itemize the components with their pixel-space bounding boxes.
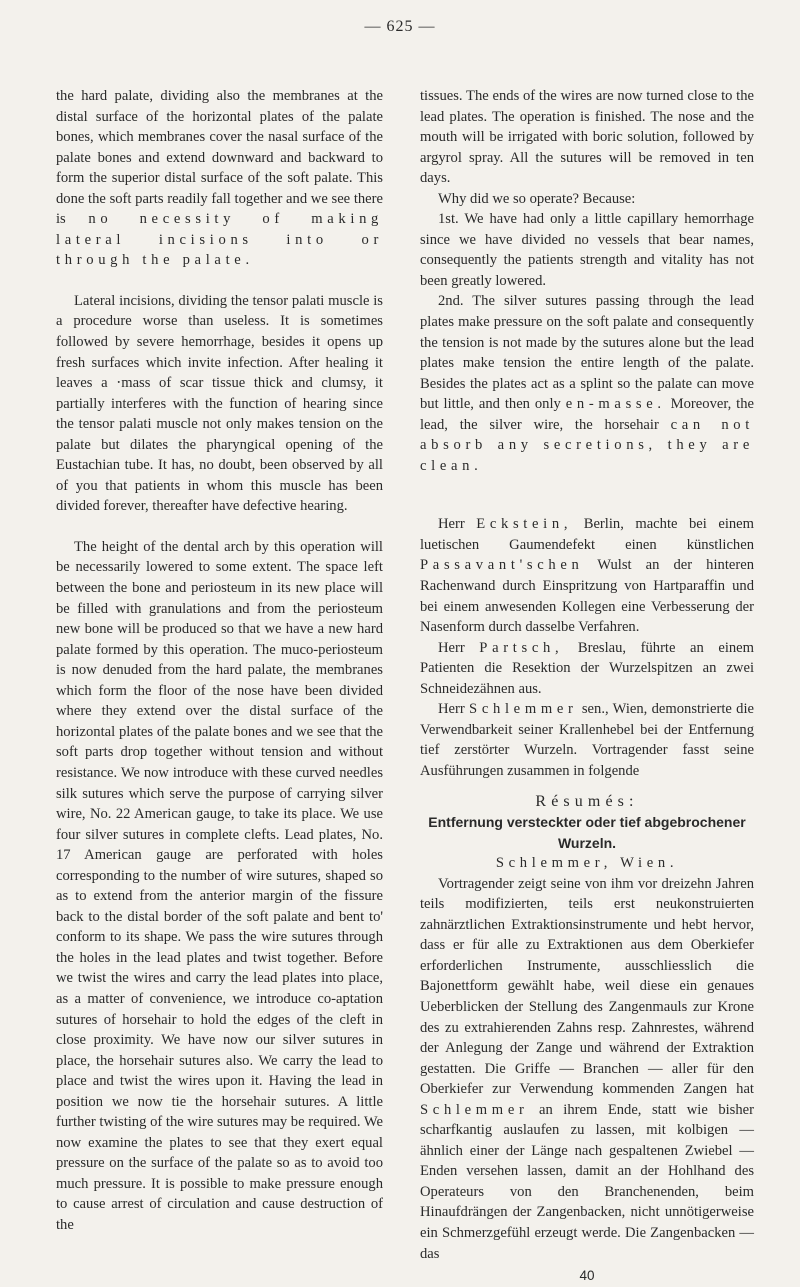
paragraph: The height of the dental arch by this operation will be necessarily lowered to some extent. The space left between the bone and periosteum in its new place will be filled with granulations and from the periosteum new bone will be produced so that we have a new hard palate formed by this operation. The muco-periosteum is now denuded from the hard palate, the membranes which form the floor of the nose have been divided where they extend over the distal surface of the horizontal plates of the palate bones and we see that the soft parts drop together without tension and without resistance. We now introduce with these curved needles silk sutures which serve the purpose of carrying silver wire, No. 22 American gauge, to take its place. We use four silver sutures in complete clefts. Lead plates, No. 17 American gauge are perforated with holes corresponding to the number of wire sutures, shaped so as to extend from the anterior margin of the fissure back to the distal border of the soft palate and bent to' conform to its shape. We pass the wire sutures through the holes in the lead plates and twist together. Before we twist the wires and carry the lead plates into place, as a matter of convenience, we introduce co-aptation sutures of horsehair to hold the edges of the cleft in close proximity. We have now our silver sutures in place, the horsehair sutures also. We carry the lead to place and twist the wires upon it. Having the lead in position we now tie the horsehair sutures. A little further twisting of the wire sutures may be required. We now examine the plates to see that they exert equal pressure on the surface of the palate so as to avoid too much pressure. It is possible to make pressure enough to cause arrest of circulation and cause destruction of the xyxy=(56,538,383,1233)
left-column xyxy=(56,86,383,1236)
section-heading: Entfernung versteckter oder tief abgebrochener Wurzeln. xyxy=(428,814,746,851)
page-number: — 625 — xyxy=(364,18,436,35)
footer-number: 40 xyxy=(579,1268,595,1284)
paragraph: Lateral incisions, dividing the tensor palati muscle is a procedure worse than useless. It is sometimes followed by severe hemorrhage, besides it opens up fresh surfaces which invite infection. After healing it leaves a ⋅mass of scar tissue thick and clumsy, it partially interferes with the function of hearing since the tensor palati muscle not only makes tension on the palate but dilates the pharyngical opening of the Eustachian tube. It has, no doubt, been observed by all of you that patients in whom this muscle has been divided forever, thereafter have defective hearing. xyxy=(56,292,383,515)
paragraph: the hard palate, dividing also the membranes at the distal surface of the horizontal plates of the palate bones, which membranes cover the nasal surface of the palate bones and extend downward and backward to form the superior distal surface of the soft palate. This done the soft parts readily fall together and we see there is no necessity of making lateral incisions into or through the palate. xyxy=(56,88,384,269)
paragraph: Herr Schlemmer sen., Wien, demonstrierte die Verwendbarkeit seiner Krallenhebel bei der Entfernung tief zerstörter Wurzeln. Vortragender fasst seine Ausführungen zusammen in folgende xyxy=(420,701,754,779)
resumes-heading: Résumés: xyxy=(535,792,639,810)
right-column xyxy=(420,86,754,1287)
spaced-emphasis: no necessity of making lateral incisions into or through the palate. xyxy=(56,211,384,269)
paragraph: tissues. The ends of the wires are now turned close to the lead plates. The operation is finished. The nose and the mouth will be irrigated with boric solution, followed by argyrol spray. All the sutures will be removed in ten days. xyxy=(420,88,754,187)
paragraph: 1st. We have had only a little capillary hemorrhage since we have divided no vessels that bear names, consequently the patients strength and vitality has not been greatly lowered. xyxy=(420,211,754,289)
paragraph: Vortragender zeigt seine von ihm vor dreizehn Jahren teils modifizierten, teils erst neukonstruierten zahnärztlichen Extraktionsinstrumente und hebt hervor, dass er für alle zu Extraktionen aus dem Oberkiefer erforderlichen Instrumente, ausschliesslich die Bajonettform gewählt habe, weil diese ein genaues Ueberblicken der Stellung des Zangenmauls zur Krone des zu extrahierenden Zahns resp. Zahnrestes, während der Anlegung der Zange und während der Extraktion gestatten. Die Griffe — Branchen — aller für den Oberkiefer zur Verwendung kommenden Zangen hat Schlemmer an ihrem Ende, statt wie bisher scharfkantig auslaufen zu lassen, mit kolbigen — ähnlich einer der Länge nach gespaltenen Zwiebel — Enden versehen lassen, damit an der Hohlhand des Operateurs von den Branchenenden, beim Hinaufdrängen der Zangenbacken, nicht unnötigerweise ein Schmerzgefühl erzeugt werde. Die Zangenbacken — das xyxy=(420,875,754,1262)
paragraph: 2nd. The silver sutures passing through the lead plates make pressure on the soft palate and consequently the tension is not made by the sutures alone but the lead plates make tension the entire length of the palate. Besides the plates act as a splint so the palate can move but little, and then only en-masse. Moreover, the lead, the silver wire, the horsehair can not absorb any secretions, they are clean. xyxy=(420,293,755,474)
paragraph: Herr Eckstein, Berlin, machte bei einem luetischen Gaumendefekt einen künstlichen Passavant'schen Wulst an der hinteren Rachenwand durch Einspritzung von Hartparaffin und bei einem anwesenden Kollegen eine Verbesserung der Nasenform durch dasselbe Verfahren. xyxy=(420,516,754,636)
paragraph: Herr Partsch, Breslau, führte an einem Patienten die Resektion der Wurzelspitzen an zwei Schneidezähnen aus. xyxy=(420,639,754,697)
author-line: Schlemmer, Wien. xyxy=(495,855,679,872)
paragraph: Why did we so operate? Because: xyxy=(438,190,636,207)
